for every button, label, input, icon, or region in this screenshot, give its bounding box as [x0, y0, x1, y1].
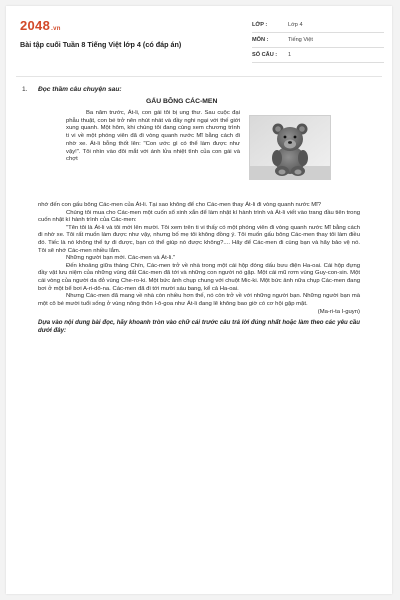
- teddy-bear-icon: [250, 116, 330, 179]
- story-intro: [66, 110, 240, 164]
- meta-row-grade: [252, 18, 384, 33]
- meta-value: 1: [288, 52, 292, 58]
- meta-key: LỚP :: [252, 22, 268, 28]
- story-paragraph: nhớ đến con gấu bông Các-men của Át-li. Tại sao không để cho Các-men thay Át-li đi vòng quanh nước Mĩ?: [38, 202, 322, 208]
- worksheet-page: [6, 6, 392, 594]
- story-paragraph: Những người bạn mới. Các-men và Át-li.": [66, 255, 176, 262]
- intro-text: Ba năm trước, Át-li, con gái tôi bị ung thư. Sau cuộc đại phẫu thuật, con bé trở nên nhút nhát và đầy nghi ngại với thế giới xung quanh. Một hôm, khi chúng tôi đang cùng xem chương trình ti vi về một phóng viên đã đi vòng quanh nước Mĩ bằng cách đi nhờ xe. Át-li bỗng thốt lên: "Con ước gì có thể làm được như vậy!". Tôi nhìn vào đôi mắt với ánh lửa nhiệt tình của con gái và chợt: [66, 110, 240, 163]
- meta-table: [252, 18, 384, 63]
- meta-value: Tiếng Việt: [288, 37, 313, 43]
- story-author: (Ma-ri-ta I-guyn): [317, 309, 360, 316]
- meta-value: Lớp 4: [288, 22, 303, 28]
- document-title: Bài tập cuối Tuần 8 Tiếng Việt lớp 4 (có đáp án): [20, 40, 182, 49]
- question-instruction: Dựa vào nội dung bài đọc, hãy khoanh tròn vào chữ cái trước câu trả lời đúng nhất hoặc làm theo các yêu cầu dưới đây:: [38, 318, 360, 334]
- header-divider: [16, 76, 382, 77]
- question-prompt: Đọc thầm câu chuyện sau:: [38, 86, 122, 93]
- story-body: [38, 202, 360, 335]
- story-paragraph: Đến khoảng giữa tháng Chín, Các-men trở về nhà trong một cái hộp đóng dấu bưu điện Ha-oai. Cái hộp đựng đầy vật lưu niệm của những vùng đất Các-men đã tới và những con người nó gặp. Một cái mũ rơm vùng Guy-con-sin. Một cái vòng của người da đỏ vùng Che-ro-ki. Một bức ảnh chụp chung với chuột Mic-ki. Một bức ảnh nữa chụp Các-men đang bơi ở một bể bơi A-ri-dô-na. Các-men đã đi tới mười sáu bang, kể cả Ha-oai.: [38, 262, 360, 292]
- meta-key: MÔN :: [252, 37, 269, 43]
- site-logo[interactable]: [20, 18, 61, 33]
- logo-suffix: .vn: [51, 26, 61, 32]
- teddy-bear-photo: [249, 115, 331, 180]
- story-title: GẤU BÔNG CÁC-MEN: [146, 98, 218, 105]
- logo-main: 2048: [20, 18, 51, 33]
- story-paragraph: "Tên tôi là Át-li và tôi mới lên mười. Tôi xem trên ti vi thấy có một phóng viên đi vòng quanh nước Mĩ bằng cách đi nhờ xe. Tôi rất muốn làm được như vậy, nhưng bố mẹ tôi không đồng ý. Tôi muốn gấu bông Các-men thay tôi làm điều đó. Tiếc là nó không thể tự đi được, bạn có thể giúp nó được không?.... Hãy để Các-men đi cùng bạn và hãy bảo vệ nó. Tôi sẽ nhớ Các-men nhiều lắm.: [38, 224, 360, 254]
- story-paragraph: Nhưng Các-men đã mang về nhà còn nhiều hơn thế, nó còn trở về với những người bạn. Những người bạn mà một cô bé mười tuổi sống ở vùng nông thôn I-ô-goa như Át-li đang lẽ không bao giờ có cơ hội gặp mặt.: [38, 293, 360, 307]
- question-number: 1.: [22, 86, 28, 93]
- meta-row-question-count: [252, 48, 384, 63]
- worksheet-header: [6, 6, 392, 70]
- story-paragraph: Chúng tôi mua cho Các-men một cuốn sổ xinh xắn để làm nhật kí hành trình và Át-li viết vào trang đầu tiên trong cuốn nhật kí hành trình của Các-men:: [38, 209, 360, 224]
- meta-row-subject: [252, 33, 384, 48]
- meta-key: SỐ CÂU :: [252, 52, 278, 58]
